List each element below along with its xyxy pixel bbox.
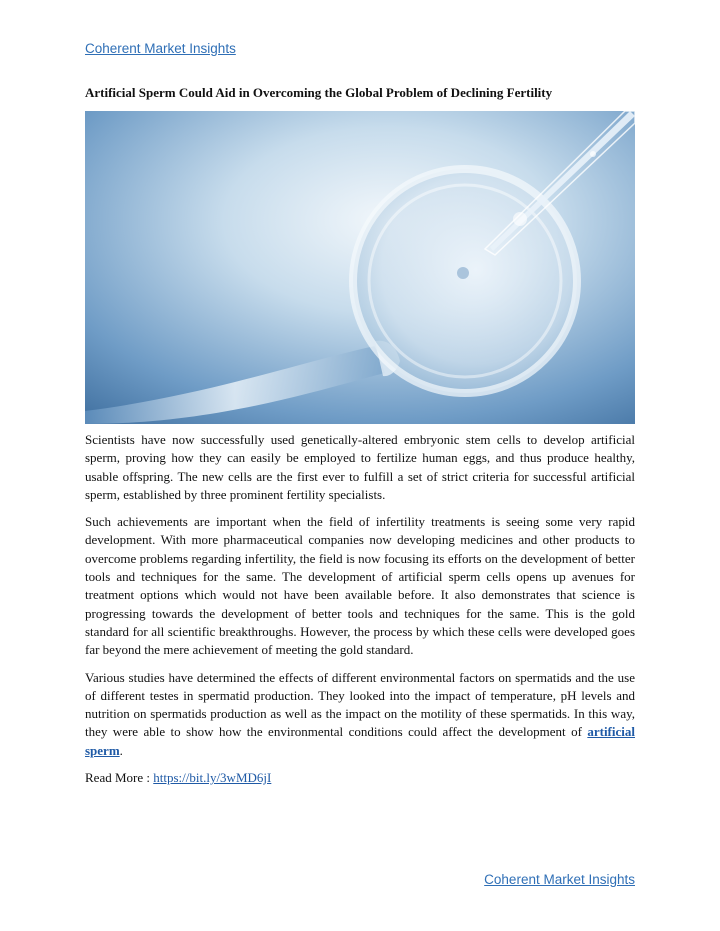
paragraph-1: Scientists have now successfully used genetically-altered embryonic stem cells to develop artificial sperm, proving how they can easily be employed to fertilize human eggs, and thus produce healthy, usable offspring. The new cells are the first ever to fulfill a set of strict criteria for successful artificial sperm, established by three prominent fertility specialists. <box>85 432 635 502</box>
footer-site-link[interactable]: Coherent Market Insights <box>484 872 635 887</box>
paragraph-2: Such achievements are important when the field of infertility treatments is seeing some very rapid development. With more pharmaceutical companies now developing medicines and other products to overcome problems regarding infertility, the field is now focusing its efforts on the development of better tools and techniques for the same. The development of artificial sperm cells opens up avenues for treatment options which would not have been available before. It also demonstrates that science is progressing towards the development of better tools and techniques for the same. This is the gold standard for all scientific breakthroughs. However, the process by which these cells were developed goes far beyond the mere achievement of meeting the gold standard. <box>85 514 635 658</box>
article-body <box>85 431 635 796</box>
read-more-label: Read More : <box>85 770 154 786</box>
article-title: Artificial Sperm Could Aid in Overcoming the Global Problem of Declining Fertility <box>85 85 553 100</box>
artificial-sperm-link[interactable]: artificial sperm <box>85 724 635 758</box>
paragraph-3-end: . <box>119 742 123 758</box>
read-more-line <box>85 769 635 787</box>
header-site-link[interactable]: Coherent Market Insights <box>85 41 236 56</box>
paragraph-3-text: Various studies have determined the effects of different environmental factors on spermatids and the use of different testes in spermatid production. They looked into the impact of temperature, pH levels and nutrition on spermatids production as well as the impact on the motility of these spermatids. In this way, they were able to show how the environmental conditions could affect the development of <box>85 669 635 740</box>
ivf-microinjection-image <box>85 111 635 424</box>
read-more-link[interactable]: https://bit.ly/3wMD6jI <box>153 770 272 786</box>
paragraph-3 <box>85 669 635 760</box>
